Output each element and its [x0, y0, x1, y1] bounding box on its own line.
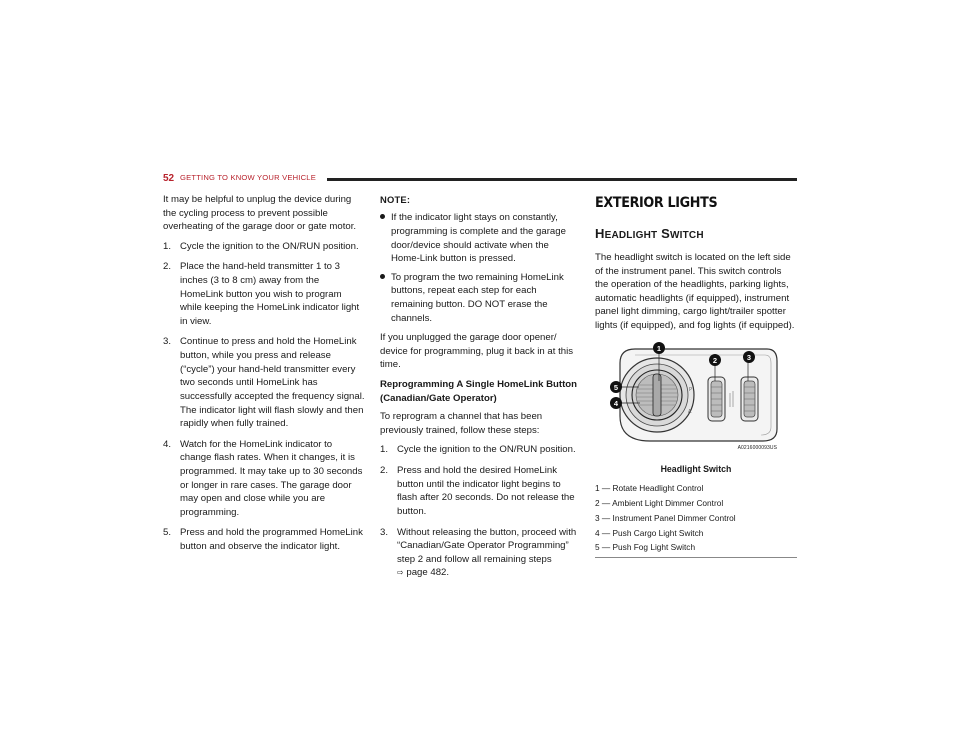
- callout-4-label: 4: [613, 398, 619, 408]
- programming-steps: [163, 240, 365, 554]
- figure-legend: [595, 483, 797, 558]
- headlight-switch-figure: [595, 341, 797, 463]
- callout-1-label: 1: [656, 343, 662, 353]
- list-item: 2. Place the hand-held transmitter 1 to 3 inches (3 to 8 cm) away from the HomeLink button you wish to program while keeping the HomeLink indicator light in view.: [163, 261, 360, 327]
- intro-paragraph: It may be helpful to unplug the device during the cycling process to prevent possible overheating of the garage door or gate motor.: [163, 194, 357, 233]
- exterior-lights-title: EXTERIOR LIGHTS: [595, 195, 718, 211]
- callout-3-label: 3: [746, 352, 752, 362]
- unplug-paragraph: If you unplugged the garage door opener/ device for programming, plug it back in at this time.: [380, 332, 574, 371]
- page-reference-link[interactable]: page 482.: [403, 567, 450, 579]
- list-item: 2. Press and hold the desired HomeLink button until the indicator light begins to flash after 20 seconds. Do not release the button.: [380, 465, 575, 517]
- list-item: To program the two remaining HomeLink buttons, repeat each step for each remaining button. DO NOT erase the channels.: [380, 271, 580, 325]
- column-right: [595, 193, 797, 558]
- list-item: 4. Watch for the HomeLink indicator to change flash rates. When it changes, it is programmed. It may take up to 30 seconds or longer in rare cases. The garage door may open and close while you are programming.: [163, 438, 363, 518]
- note-title: NOTE:: [380, 194, 411, 205]
- section-header-title: GETTING TO KNOW YOUR VEHICLE: [180, 173, 316, 182]
- column-left: [163, 193, 365, 561]
- legend-item: 5 — Push Fog Light Switch: [595, 542, 696, 553]
- bullet-icon: [380, 214, 385, 219]
- list-item: 3. Continue to press and hold the HomeLink button, while you press and release (“cycle”) your hand-held transmitter every two seconds until HomeLink has successfully accepted the frequency signal. The indicator light will flash slowly and then rapidly when fully trained.: [163, 336, 365, 430]
- figure-code: A0216000093US: [737, 444, 777, 451]
- figure-caption: Headlight Switch: [660, 463, 732, 474]
- page-ref-arrow-icon: ⇨: [397, 568, 404, 578]
- list-item: If the indicator light stays on constantly, programming is complete and the garage door/device should activate when the Home-Link button is pressed.: [380, 211, 580, 265]
- svg-text:A: A: [688, 408, 692, 415]
- page-number: 52: [163, 173, 175, 184]
- legend-item: 3 — Instrument Panel Dimmer Control: [595, 512, 736, 523]
- list-item: 5. Press and hold the programmed HomeLink button and observe the indicator light.: [163, 527, 363, 553]
- note-bullets: [380, 211, 580, 325]
- headlight-switch-illustration: [595, 341, 797, 453]
- list-item: 3. Without releasing the button, proceed with “Canadian/Gate Operator Programming” step 2 and follow all remaining steps ⇨ page 482.: [380, 526, 577, 579]
- header-rule: [327, 178, 797, 181]
- reprogram-intro: To reprogram a channel that has been previously trained, follow these steps:: [380, 411, 543, 436]
- legend-item: 1 — Rotate Headlight Control: [595, 483, 704, 494]
- reprogram-steps: [380, 443, 580, 579]
- reprogram-subheading: Reprogramming A Single HomeLink Button (Canadian/Gate Operator): [380, 379, 578, 404]
- headlight-switch-paragraph: The headlight switch is located on the left side of the instrument panel. This switch controls the operation of the headlights, parking lights, automatic headlights (if equipped), instrument panel light dimming, cargo light/trailer spotter lights (if equipped), and fog lights (if equipped).: [595, 252, 795, 332]
- svg-text:·: ·: [683, 366, 685, 373]
- bullet-icon: [380, 274, 385, 279]
- legend-item: 2 — Ambient Light Dimmer Control: [595, 497, 724, 508]
- svg-text:P: P: [689, 386, 693, 393]
- callout-5-label: 5: [613, 382, 619, 392]
- callout-2-label: 2: [712, 355, 718, 365]
- headlight-switch-heading: HEADLIGHT SWITCH: [595, 225, 704, 241]
- column-middle: [380, 193, 580, 587]
- legend-item: 4 — Push Cargo Light Switch: [595, 527, 704, 538]
- page-header: [163, 172, 797, 186]
- list-item: 1. Cycle the ignition to the ON/RUN position.: [380, 444, 576, 456]
- list-item: 1. Cycle the ignition to the ON/RUN position.: [163, 240, 359, 252]
